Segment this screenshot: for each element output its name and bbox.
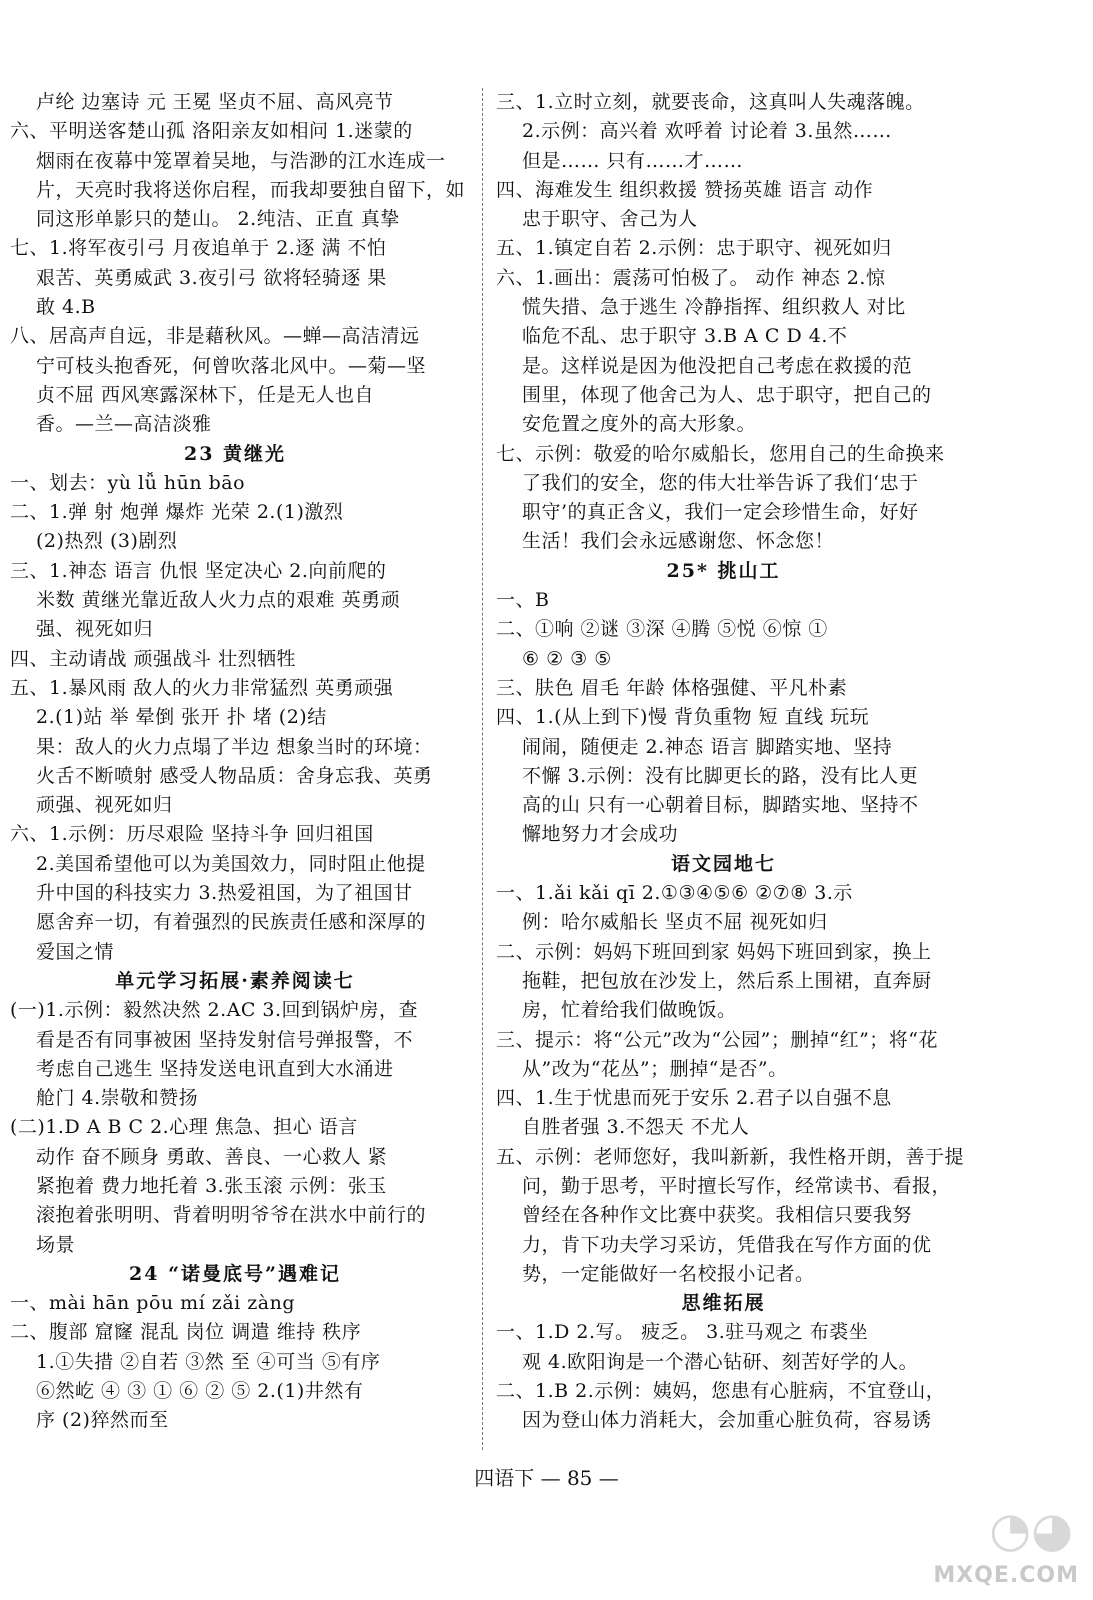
text-line: 2.美国希望他可以为美国效力，同时阻止他提: [36, 852, 426, 875]
section-heading: 语文园地七: [670, 852, 776, 875]
text-line: (2)热烈 (3)剧烈: [36, 530, 178, 553]
text-line: 二、腹部 窟窿 混乱 岗位 调遣 维持 秩序: [10, 1321, 362, 1344]
watermark: [885, 1502, 1085, 1592]
text-line: (二)1.D A B C 2.心理 焦急、担心 语言: [10, 1116, 358, 1139]
text-line: 看是否有同事被困 坚持发射信号弹报警，不: [36, 1028, 414, 1051]
text-line: 三、提示：将“公元”改为“公园”；删掉“红”；将“花: [496, 1028, 938, 1051]
text-line: 忠于职守、舍己为人: [522, 208, 698, 231]
text-line: 五、示例：老师您好，我叫新新，我性格开朗，善于提: [496, 1145, 965, 1168]
text-line: 2.示例：高兴着 欢呼着 讨论着 3.虽然……: [522, 120, 892, 143]
section-heading: 单元学习拓展·素养阅读七: [115, 969, 355, 992]
text-line: 爱国之情: [36, 940, 115, 963]
text-line: 围里，体现了他舍己为人、忠于职守，把自己的: [522, 383, 932, 406]
text-line: 了我们的安全，您的伟大壮举告诉了我们‘忠于: [522, 471, 919, 494]
text-line: 场景: [36, 1233, 76, 1256]
text-line: 问，勤于思考，平时擅长写作，经常读书、看报，: [522, 1174, 952, 1197]
text-line: 房，忙着给我们做晚饭。: [522, 999, 737, 1022]
text-line: 同这形单影只的楚山。 2.纯洁、正直 真挚: [36, 208, 400, 231]
text-line: 拖鞋，把包放在沙发上，然后系上围裙，直奔厨: [522, 969, 932, 992]
text-line: 自胜者强 3.不怨天 不尤人: [522, 1116, 750, 1139]
text-line: 例：哈尔威船长 坚贞不屈 视死如归: [522, 911, 828, 934]
text-line: 六、平明送客楚山孤 洛阳亲友如相问 1.迷蒙的: [10, 120, 413, 143]
text-line: 四、海难发生 组织救援 赞扬英雄 语言 动作: [496, 178, 874, 201]
text-line: 临危不乱、忠于职守 3.B A C D 4.不: [522, 325, 848, 348]
watermark-text: MXQE.COM: [933, 1563, 1079, 1588]
text-line: 二、1.B 2.示例：姨妈，您患有心脏病，不宜登山，: [496, 1380, 946, 1403]
text-line: 1.①失措 ②自若 ③然 至 ④可当 ⑤有序: [36, 1350, 381, 1373]
section-heading: 23 黄继光: [183, 442, 287, 465]
text-line: 不懈 3.示例：没有比脚更长的路，没有比人更: [522, 764, 919, 787]
text-line: 一、mài hān pōu mí zǎi zàng: [10, 1292, 296, 1315]
text-line: 闹闹，随便走 2.神态 语言 脚踏实地、坚持: [522, 735, 893, 758]
text-line: 顽强、视死如归: [36, 794, 173, 817]
section-heading: 25* 挑山工: [666, 559, 781, 582]
text-line: 升中国的科技实力 3.热爱祖国，为了祖国甘: [36, 882, 413, 905]
text-line: 三、1.神态 语言 仇恨 坚定决心 2.向前爬的: [10, 559, 387, 582]
text-line: 四、1.(从上到下)慢 背负重物 短 直线 玩玩: [496, 706, 870, 729]
column-divider: [482, 88, 483, 1450]
text-line: 火舌不断喷射 感受人物品质：舍身忘我、英勇: [36, 764, 433, 787]
text-line: 动作 奋不顾身 勇敢、善良、一心救人 紧: [36, 1145, 388, 1168]
text-line: 四、1.生于忧患而死于安乐 2.君子以自强不息: [496, 1087, 892, 1110]
text-line: 七、示例：敬爱的哈尔威船长，您用自己的生命换来: [496, 442, 945, 465]
text-line: 二、①响 ②谜 ③深 ④腾 ⑤悦 ⑥惊 ①: [496, 618, 828, 641]
text-line: 慌失措、急于逃生 冷静指挥、组织救人 对比: [522, 296, 906, 319]
text-line: 米数 黄继光靠近敌人火力点的艰难 英勇顽: [36, 589, 401, 612]
text-line: 愿舍弃一切，有着强烈的民族责任感和深厚的: [36, 911, 427, 934]
text-line: 因为登山体力消耗大，会加重心脏负荷，容易诱: [522, 1409, 932, 1432]
text-line: 五、1.镇定自若 2.示例：忠于职守、视死如归: [496, 237, 892, 260]
right-column: [496, 88, 965, 1436]
text-line: 五、1.暴风雨 敌人的火力非常猛烈 英勇顽强: [10, 676, 394, 699]
text-line: 安危置之度外的高大形象。: [522, 413, 757, 436]
text-line: 三、肤色 眉毛 年龄 体格强健、平凡朴素: [496, 676, 848, 699]
text-line: 卢纶 边塞诗 元 王冕 坚贞不屈、高风亮节: [36, 91, 394, 113]
text-line: 紧抱着 费力地托着 3.张玉滚 示例：张玉: [36, 1174, 387, 1197]
text-line: ⑥然屹 ④ ③ ① ⑥ ② ⑤ 2.(1)井然有: [36, 1380, 364, 1403]
text-line: 七、1.将军夜引弓 月夜追单于 2.逐 满 不怕: [10, 237, 387, 260]
text-line: 考虑自己逃生 坚持发送电讯直到大水涌进: [36, 1057, 394, 1080]
text-line: 宁可枝头抱香死，何曾吹落北风中。—菊—坚: [36, 354, 427, 377]
text-line: 势，一定能做好一名校报小记者。: [522, 1262, 815, 1285]
text-line: 一、划去：yù lǚ hūn bāo: [10, 471, 246, 494]
text-line: 职守’的真正含义，我们一定会珍惜生命，好好: [522, 501, 919, 524]
text-line: 一、B: [496, 589, 550, 612]
text-line: 力，肯下功夫学习采访，凭借我在写作方面的优: [522, 1233, 932, 1256]
text-line: 是。这样说是因为他没把自己考虑在救援的范: [522, 354, 913, 377]
text-line: 八、居高声自远，非是藉秋风。—蝉—高洁清远: [10, 325, 420, 348]
text-line: 果：敌人的火力点塌了半边 想象当时的环境：: [36, 735, 433, 758]
text-line: 贞不屈 西风寒露深林下，任是无人也自: [36, 383, 375, 406]
left-column: [10, 88, 466, 1436]
text-line: 2.(1)站 举 晕倒 张开 扑 堵 (2)结: [36, 706, 327, 729]
text-line: 三、1.立时立刻，就要丧命，这真叫人失魂落魄。: [496, 91, 925, 113]
text-line: (一)1.示例：毅然决然 2.AC 3.回到锅炉房，查: [10, 999, 419, 1022]
page-footer: 四语下 — 85 —: [474, 1466, 619, 1490]
watermark-logo-icon: ◔◕: [989, 1502, 1073, 1558]
text-line: 六、1.示例：历尽艰险 坚持斗争 回归祖国: [10, 823, 374, 846]
text-line: 六、1.画出：震荡可怕极了。 动作 神态 2.惊: [496, 266, 886, 289]
text-line: 片，天亮时我将送你启程，而我却要独自留下，如: [36, 178, 466, 201]
text-line: ⑥ ② ③ ⑤: [522, 647, 612, 670]
text-line: 香。—兰—高洁淡雅: [36, 413, 212, 436]
text-line: 强、视死如归: [36, 618, 154, 641]
text-line: 二、1.弹 射 炮弹 爆炸 光荣 2.(1)激烈: [10, 501, 344, 524]
text-line: 敢 4.B: [36, 296, 96, 319]
text-line: 序 (2)猝然而至: [36, 1409, 169, 1432]
text-line: 四、主动请战 顽强战斗 壮烈牺牲: [10, 647, 297, 670]
text-line: 观 4.欧阳询是一个潜心钻研、刻苦好学的人。: [522, 1350, 919, 1373]
text-line: 一、1.ǎi kǎi qī 2.①③④⑤⑥ ②⑦⑧ 3.示: [496, 882, 853, 905]
section-heading: 24 “诺曼底号”遇难记: [129, 1262, 341, 1285]
text-line: 滚抱着张明明、背着明明爷爷在洪水中前行的: [36, 1204, 427, 1227]
text-line: 二、示例：妈妈下班回到家 妈妈下班回到家，换上: [496, 940, 932, 963]
text-line: 但是…… 只有……才……: [522, 149, 744, 172]
text-line: 艰苦、英勇威武 3.夜引弓 欲将轻骑逐 果: [36, 266, 387, 289]
text-line: 曾经在各种作文比赛中获奖。我相信只要我努: [522, 1204, 913, 1227]
section-heading: 思维拓展: [681, 1292, 766, 1315]
text-line: 舱门 4.崇敬和赞扬: [36, 1087, 199, 1110]
text-line: 从”改为“花丛”；删掉“是否”。: [522, 1057, 788, 1080]
text-line: 高的山 只有一心朝着目标，脚踏实地、坚持不: [522, 794, 919, 817]
text-line: 烟雨在夜幕中笼罩着吴地，与浩渺的江水连成一: [36, 149, 446, 172]
text-line: 生活！我们会永远感谢您、怀念您！: [522, 530, 835, 553]
text-line: 一、1.D 2.写。 疲乏。 3.驻马观之 布裘坐: [496, 1321, 869, 1344]
text-line: 懈地努力才会成功: [522, 823, 679, 846]
